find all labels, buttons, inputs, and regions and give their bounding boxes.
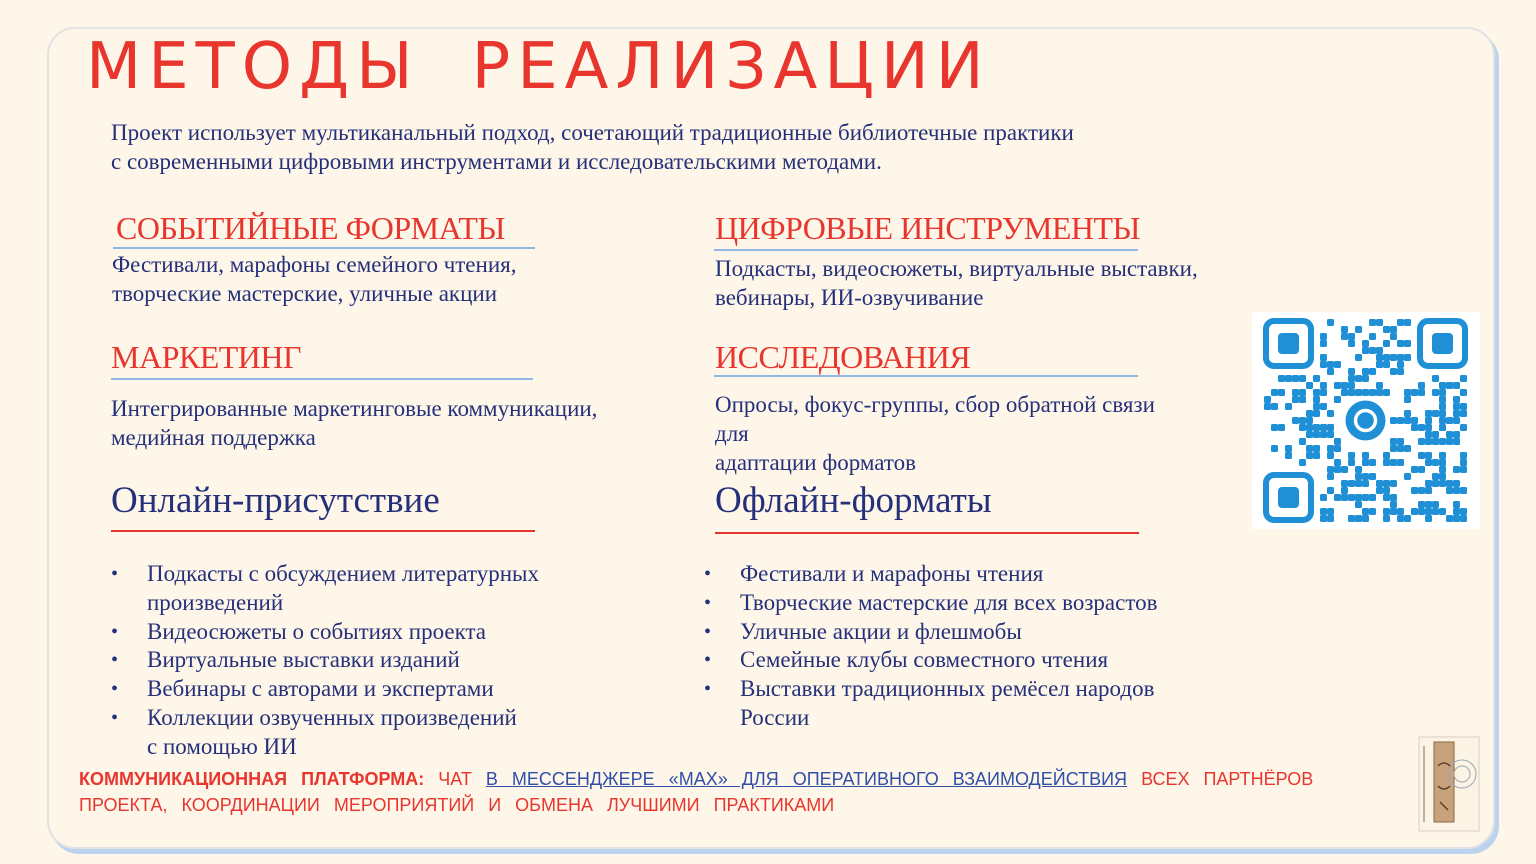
events-text bbox=[112, 250, 516, 308]
intro-line-1: Проект использует мультиканальный подход, сочетающий традиционные библиотечные практики bbox=[111, 120, 1074, 145]
digital-underline bbox=[714, 249, 1138, 251]
footer-text bbox=[79, 766, 1369, 818]
research-text-line-2: для bbox=[715, 421, 749, 446]
qr-code-icon[interactable] bbox=[1252, 312, 1480, 529]
list-item: • Вебинары с авторами и экспертами bbox=[111, 675, 671, 704]
research-text-line-1: Опросы, фокус-группы, сбор обратной связи bbox=[715, 392, 1155, 417]
list-item: • Видеосюжеты о событиях проекта bbox=[111, 618, 671, 647]
intro-line-2: с современными цифровыми инструментами и исследовательскими методами. bbox=[111, 149, 882, 174]
research-text-line-3: адаптации форматов bbox=[715, 450, 917, 475]
list-item: • Творческие мастерские для всех возрастов bbox=[704, 589, 1244, 618]
research-text bbox=[715, 390, 1155, 477]
research-heading: ИССЛЕДОВАНИЯ bbox=[715, 339, 971, 375]
list-item: • Виртуальные выставки изданий bbox=[111, 646, 671, 675]
marketing-underline bbox=[111, 378, 533, 380]
list-item: • Подкасты с обсуждением литературных произведений bbox=[111, 560, 671, 618]
page-title bbox=[86, 30, 991, 104]
marketing-text bbox=[111, 394, 597, 452]
list-item: • Уличные акции и флешмобы bbox=[704, 618, 1244, 647]
title-word-1: МЕТОДЫ bbox=[86, 30, 420, 104]
offline-list bbox=[704, 560, 1244, 733]
library-logo-icon bbox=[1418, 736, 1480, 832]
title-word-2: РЕАЛИЗАЦИИ bbox=[471, 30, 991, 104]
online-underline bbox=[111, 530, 535, 532]
online-list bbox=[111, 560, 671, 762]
events-text-line-1: Фестивали, марафоны семейного чтения, bbox=[112, 252, 517, 277]
footer-label: КОММУНИКАЦИОННАЯ ПЛАТФОРМА: bbox=[79, 769, 425, 789]
footer-pre: ЧАТ bbox=[438, 769, 472, 789]
marketing-text-line-1: Интегрированные маркетинговые коммуникации, bbox=[111, 396, 598, 421]
events-heading: СОБЫТИЙНЫЕ ФОРМАТЫ bbox=[116, 210, 505, 246]
marketing-heading: МАРКЕТИНГ bbox=[111, 339, 302, 375]
intro-text bbox=[111, 118, 1271, 176]
list-item: • Выставки традиционных ремёсел народов России bbox=[704, 675, 1244, 733]
list-item: • Семейные клубы совместного чтения bbox=[704, 646, 1244, 675]
offline-heading: Офлайн-форматы bbox=[715, 480, 992, 521]
list-item: • Фестивали и марафоны чтения bbox=[704, 560, 1244, 589]
events-text-line-2: творческие мастерские, уличные акции bbox=[112, 281, 498, 306]
research-underline bbox=[714, 375, 1138, 377]
events-underline bbox=[113, 247, 535, 249]
footer-post: ВСЕХ ПАРТНЁРОВ ПРОЕКТА, КООРДИНАЦИИ МЕРОПРИЯТИЙ И ОБМЕНА ЛУЧШИМИ ПРАКТИКАМИ bbox=[79, 769, 1314, 815]
list-item: • Коллекции озвученных произведений с помощью ИИ bbox=[111, 704, 671, 762]
digital-heading: ЦИФРОВЫЕ ИНСТРУМЕНТЫ bbox=[715, 210, 1140, 246]
digital-text-line-2: вебинары, ИИ-озвучивание bbox=[715, 285, 984, 310]
marketing-text-line-2: медийная поддержка bbox=[111, 425, 316, 450]
digital-text bbox=[715, 254, 1198, 312]
offline-underline bbox=[715, 532, 1139, 534]
messenger-link[interactable]: В МЕССЕНДЖЕРЕ «MAX» ДЛЯ ОПЕРАТИВНОГО ВЗАИМОДЕЙСТВИЯ bbox=[485, 769, 1128, 789]
digital-text-line-1: Подкасты, видеосюжеты, виртуальные выставки, bbox=[715, 256, 1198, 281]
online-heading: Онлайн-присутствие bbox=[111, 480, 440, 521]
